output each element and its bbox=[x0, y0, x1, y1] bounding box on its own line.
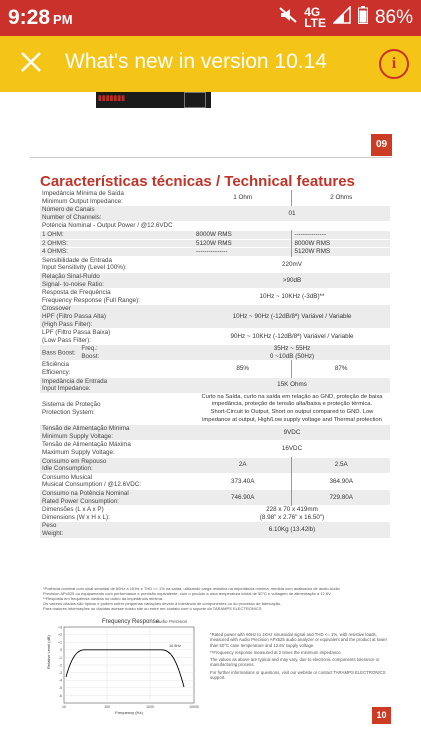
value-a: 1 Ohm bbox=[233, 193, 253, 201]
spec-label bbox=[40, 457, 194, 473]
spec-row-musical bbox=[40, 473, 390, 489]
footnote-line: **Resposta em frequência medida no dobro da impedância mínima. bbox=[43, 596, 164, 601]
value bbox=[194, 506, 390, 522]
spec-heading: Características técnicas / Technical features bbox=[40, 173, 355, 190]
spec-row-4ohms bbox=[40, 248, 390, 257]
clock-time: 9:28 bbox=[8, 6, 51, 29]
label-pt: Impedância de Entrada bbox=[42, 377, 108, 385]
label-en: Dimensions (W x H x L): bbox=[42, 513, 110, 521]
value-a: 85% bbox=[236, 365, 250, 373]
spec-row-input-impedance bbox=[40, 377, 390, 393]
status-icons bbox=[279, 6, 413, 30]
spec-label bbox=[40, 506, 194, 522]
value-a: 2A bbox=[238, 461, 247, 469]
value: 16VDC bbox=[281, 445, 303, 453]
y-tick: 0 bbox=[60, 648, 62, 653]
y-tick: -3 bbox=[58, 671, 62, 675]
label-pt: LPF (Filtro Passa Baixa) bbox=[42, 329, 111, 337]
whats-new-banner[interactable] bbox=[0, 36, 421, 92]
value bbox=[194, 393, 390, 424]
y-tick: +3 bbox=[58, 625, 62, 630]
label-pt: Peso bbox=[42, 522, 57, 530]
label-pt: Impedância Mínima de Saída bbox=[42, 190, 124, 197]
label-en: Rated Power Consumption: bbox=[42, 497, 120, 505]
spec-row-idle bbox=[40, 457, 390, 473]
spec-label: 1 OHM: bbox=[42, 230, 64, 238]
footnote-line: Para maiores informações ou dúvidas acesse nosso site ou entre em contato com o suporte da TARAMPS ELECTRONICS. bbox=[43, 606, 263, 611]
label-pt: Número de Canais bbox=[42, 206, 95, 214]
label-pt: Sistema de Proteção bbox=[42, 401, 101, 409]
clock bbox=[8, 6, 73, 30]
label-en: Signal- to-noise Ratio: bbox=[42, 280, 104, 288]
value-mm: 228 x 70 x 419mm bbox=[266, 506, 318, 514]
value-b: --------------- bbox=[292, 230, 390, 239]
value-a: 8000W RMS bbox=[196, 230, 232, 238]
value-b: 8000W RMS bbox=[292, 239, 390, 248]
spec-label bbox=[40, 425, 194, 441]
x-tick: 100 bbox=[104, 705, 110, 709]
value-b: 87% bbox=[292, 361, 390, 377]
spec-label bbox=[40, 305, 194, 329]
spec-label bbox=[40, 272, 194, 288]
label-bass-boost: Bass Boost: bbox=[42, 349, 76, 357]
spec-label: 2 OHMS: bbox=[42, 239, 68, 247]
y-tick: -2 bbox=[58, 663, 62, 668]
y-tick: +1 bbox=[58, 640, 62, 645]
graph-brand: Audio Precision bbox=[156, 619, 188, 624]
label-pt: Consumo na Potência Nominal bbox=[42, 489, 129, 497]
emblem-fragment bbox=[184, 92, 206, 108]
value-boost: 0 ~10dB (50Hz) bbox=[269, 352, 315, 360]
label-pt: Resposta de Frequência bbox=[42, 289, 111, 297]
value: >90dB bbox=[282, 276, 302, 284]
network-indicator bbox=[304, 7, 326, 29]
spec-row-channels bbox=[40, 206, 390, 222]
value-freq: 35Hz ~ 55Hz bbox=[273, 345, 311, 353]
spec-label bbox=[40, 489, 194, 505]
label-en: Input Sensitivity (Level 100%): bbox=[42, 264, 127, 272]
label-pt: Sensibilidade de Entrada bbox=[42, 256, 113, 264]
footnotes-en bbox=[210, 632, 390, 682]
value-pt: Curto na Saída, curto na saída em relação ao GND, proteção de baixa impedância, proteção de tensão alta/baixa e proteção térmica. bbox=[201, 393, 383, 408]
value-en: Short-Circuit to Output, Short on output compared to GND. Low impedance at output, High/Low supply voltage and Thermal protection bbox=[202, 409, 382, 423]
note-frequency-response: **Frequency response measured at 2 times the minimum impedance. bbox=[210, 649, 342, 655]
mute-icon bbox=[279, 7, 297, 29]
value: 15K Ohms bbox=[277, 381, 307, 389]
label-en: Weight: bbox=[42, 529, 64, 537]
brand-logo-fragment: ▮▮▮▮▮▮▮ bbox=[98, 95, 125, 102]
label-pt: Dimensões (L x A x P) bbox=[42, 506, 104, 514]
spec-row-2ohms bbox=[40, 239, 390, 248]
spec-label bbox=[40, 473, 194, 489]
value-a: --------------- bbox=[196, 248, 228, 256]
spec-row-input-sensitivity bbox=[40, 256, 390, 272]
spec-table bbox=[40, 190, 390, 539]
y-tick: -6 bbox=[58, 693, 62, 698]
graph-title: Frequency Response bbox=[102, 619, 160, 625]
y-tick: -1 bbox=[58, 655, 62, 660]
battery-percent: 86% bbox=[374, 7, 413, 28]
spec-label bbox=[40, 522, 194, 538]
x-tick: 1000 bbox=[146, 705, 154, 709]
spec-row-output-power bbox=[40, 222, 390, 231]
label-en: Maximum Supply Voltage: bbox=[42, 449, 115, 456]
spec-row-max-supply bbox=[40, 441, 390, 457]
graph-x-ticks bbox=[62, 705, 199, 709]
spec-row-snr bbox=[40, 272, 390, 288]
spec-label: 4 OHMS: bbox=[42, 248, 68, 256]
y-tick: -4 bbox=[58, 678, 62, 683]
banner-title: What's new in version 10.14 bbox=[65, 50, 327, 73]
graph-xlabel: Frequency (Hz) bbox=[115, 710, 143, 715]
value-a: 373.40A bbox=[231, 477, 255, 485]
label-en: Input Impedance: bbox=[42, 385, 91, 393]
status-bar bbox=[0, 0, 421, 36]
spec-label bbox=[40, 329, 194, 345]
label-en: (Low Pass Filter): bbox=[42, 336, 91, 344]
footnotes-pt bbox=[43, 586, 393, 611]
spec-row-hpf bbox=[40, 305, 390, 329]
spec-label bbox=[40, 345, 194, 361]
label-en: Musical Consumption / @12.6VDC: bbox=[42, 481, 142, 489]
close-icon[interactable] bbox=[18, 49, 44, 80]
label-pt: Tensão de Alimentação Mínima bbox=[42, 425, 130, 433]
spec-label bbox=[40, 377, 194, 393]
label-en: Efficiency: bbox=[42, 369, 71, 377]
value-a: 5120W RMS bbox=[196, 239, 232, 247]
label-freq: Freq.: bbox=[81, 345, 98, 353]
spec-label bbox=[40, 361, 194, 377]
value: 220mV bbox=[282, 260, 302, 268]
page-number-09: 09 bbox=[371, 134, 392, 156]
spec-label bbox=[40, 393, 194, 424]
label-en: Number of Channels: bbox=[42, 213, 102, 221]
info-icon[interactable]: i bbox=[379, 49, 409, 79]
note-typical-values: The values as above are typical and may vary, due to electronic components tolerance or manufacturing process. bbox=[210, 657, 380, 668]
spec-row-rated-consumption bbox=[40, 489, 390, 505]
value: 9VDC bbox=[283, 429, 301, 437]
value: 10Hz ~ 90Hz (-12dB/8ª) Variável / Variable bbox=[232, 312, 352, 320]
spec-row-protection bbox=[40, 393, 390, 424]
label-crossover: Crossover bbox=[42, 305, 71, 313]
x-tick: 10 bbox=[62, 705, 66, 709]
value-b: 2.5A bbox=[292, 457, 390, 473]
value bbox=[194, 345, 390, 361]
spec-row-bass-boost bbox=[40, 345, 390, 361]
note-support: For further informations or questions, visit our website or contact TARAMPS ELECTRONICS support. bbox=[210, 669, 386, 681]
footnote-line: *Potência nominal com sinal senoidal de 60Hz a 1KHz e THD <= 1% na saída, utilizando carga resistiva na impedância mínima, medida com analisador de áudio Audio bbox=[43, 586, 340, 591]
spec-label bbox=[40, 206, 194, 222]
spec-row-efficiency bbox=[40, 361, 390, 377]
label-pt: Tensão de Alimentação Máxima bbox=[42, 441, 131, 449]
page-divider bbox=[30, 157, 392, 158]
spec-row-min-supply bbox=[40, 425, 390, 441]
value-b: 364.90A bbox=[292, 473, 390, 489]
value-b: 5120W RMS bbox=[292, 248, 390, 257]
label-pt: Consumo Musical bbox=[42, 473, 93, 481]
label-en: Minimum Supply Voltage: bbox=[42, 432, 114, 440]
graph-ylabel: Relative Level (dB) bbox=[46, 635, 51, 669]
spec-label bbox=[40, 289, 194, 305]
value-b: 729.80A bbox=[292, 489, 390, 505]
spec-label bbox=[40, 256, 194, 272]
spec-row-1ohm bbox=[40, 230, 390, 239]
spec-row-lpf bbox=[40, 329, 390, 345]
footnote-line: Precision APx525 ou equipamento com performance e precisão equivalente, com o produto a uma temperatura inicial de 50°C e voltagem de alimentação a 12.6V. bbox=[43, 591, 332, 596]
spec-row-frequency-response bbox=[40, 289, 390, 305]
frequency-response-graph bbox=[44, 617, 204, 717]
spec-label bbox=[40, 441, 194, 457]
value-a: 746.90A bbox=[231, 493, 255, 501]
value: 90Hz ~ 10KHz (-12dB/8ª) Variável / Variable bbox=[230, 332, 354, 340]
value: 01 bbox=[288, 209, 296, 217]
spec-row-dimensions bbox=[40, 506, 390, 522]
battery-icon bbox=[358, 6, 368, 30]
label-en: Minimum Output Impedance: bbox=[42, 197, 123, 205]
label-pt: Consumo em Repouso bbox=[42, 457, 107, 465]
label-pt: Eficiência bbox=[42, 361, 69, 369]
signal-icon bbox=[333, 6, 351, 30]
label-boost: Boost: bbox=[81, 352, 100, 360]
value: 10Hz ~ 10KHz (-3dB)** bbox=[259, 292, 325, 300]
label-en: Idle Consumption: bbox=[42, 465, 93, 473]
clock-ampm: PM bbox=[53, 12, 73, 27]
network-subtype: LTE bbox=[304, 16, 326, 30]
value: 6.10Kg (13.42lb) bbox=[268, 526, 316, 534]
footnote-line: Os valores citados são típicos e podem sofrer pequenas variações devido à tolerância de componentes ou do processo de fabricação. bbox=[43, 601, 282, 606]
y-tick: +2 bbox=[58, 633, 62, 637]
spec-row-weight bbox=[40, 522, 390, 538]
note-rated-power: *Rated power with 60Hz to 1KHz sinusoidal signal and THD <= 1%, with resistive loads, measured with Audio Precision APx525 audio analyzer or equivalent and the product at lower than 50°C case temperature and 12.6V supply voltage. bbox=[210, 632, 387, 648]
spec-label: Potência Nominal - Output Power / @12.6VDC bbox=[42, 222, 173, 230]
label-en: Protection System: bbox=[42, 409, 95, 417]
label-en: (High Pass Filter): bbox=[42, 320, 93, 328]
spec-label bbox=[40, 190, 194, 206]
value-in: (8.98" x 2.76" x 16.50") bbox=[259, 513, 325, 521]
network-type: 4G bbox=[304, 5, 321, 19]
y-tick: -5 bbox=[58, 686, 62, 691]
x-tick: 10000 bbox=[189, 705, 199, 709]
graph-marker-label: 10.5Hz bbox=[169, 644, 182, 648]
label-pt: HPF (Filtro Passa Alta) bbox=[42, 312, 107, 320]
spec-row-min-impedance bbox=[40, 190, 390, 206]
label-pt: Relação Sinal-Ruído bbox=[42, 272, 100, 280]
value-b: 2 Ohms bbox=[292, 190, 390, 206]
page-number-10: 10 bbox=[372, 707, 391, 724]
label-en: Frequency Response (Full Range): bbox=[42, 296, 140, 304]
previous-page-fragment bbox=[96, 92, 211, 108]
graph-y-ticks bbox=[58, 626, 62, 698]
